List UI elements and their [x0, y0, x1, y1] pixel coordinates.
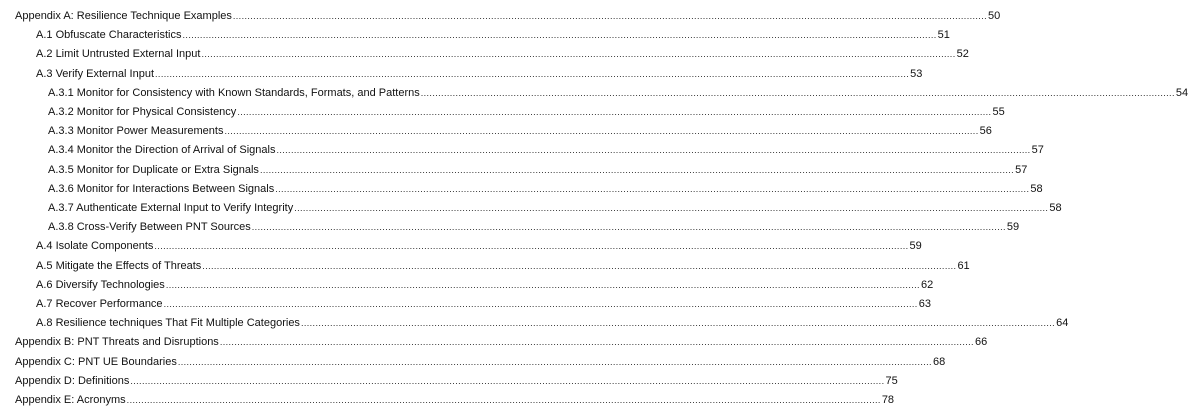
toc-dot-leader: ....................................................................................................................................................................................................................................................................: [219, 337, 974, 348]
toc-dot-leader: ....................................................................................................................................................................................................................................................................: [420, 87, 1175, 98]
toc-entry-title: A.3.2 Monitor for Physical Consistency: [48, 106, 237, 118]
toc-entry[interactable]: [48, 178, 1043, 196]
toc-entry-title: Appendix A: Resilience Technique Examples: [15, 10, 232, 22]
toc-page-number: 78: [881, 394, 895, 406]
toc-entry[interactable]: [15, 351, 946, 369]
toc-entry-title: A.7 Recover Performance: [36, 298, 163, 310]
toc-entry[interactable]: [48, 82, 1188, 100]
toc-entry-title: A.2 Limit Untrusted External Input: [36, 48, 201, 61]
toc-page-number: 75: [885, 374, 898, 387]
toc-entry[interactable]: [36, 63, 923, 81]
toc-dot-leader: ....................................................................................................................................................................................................................................................................: [276, 145, 1031, 156]
toc-dot-leader: ....................................................................................................................................................................................................................................................................: [155, 68, 910, 79]
toc-entry-title: Appendix C: PNT UE Boundaries: [15, 355, 177, 368]
toc-entry[interactable]: [15, 389, 895, 407]
toc-dot-leader: ....................................................................................................................................................................................................................................................................: [224, 126, 979, 137]
toc-entry[interactable]: [48, 216, 1020, 234]
toc-entry[interactable]: [48, 159, 1028, 177]
toc-entry[interactable]: [36, 293, 931, 311]
toc-dot-leader: ....................................................................................................................................................................................................................................................................: [177, 356, 932, 367]
toc-entry-title: Appendix B: PNT Threats and Disruptions: [15, 336, 219, 349]
toc-entry[interactable]: [15, 331, 988, 349]
toc-page-number: 63: [918, 298, 931, 310]
toc-page-number: 59: [909, 240, 922, 253]
toc-page-number: 68: [932, 355, 946, 368]
toc-page-number: 58: [1030, 182, 1043, 195]
toc-entry[interactable]: [36, 24, 950, 42]
toc-entry-title: A.3.7 Authenticate External Input to Verify Integrity: [48, 202, 294, 214]
toc-entry[interactable]: [36, 255, 970, 273]
toc-dot-leader: ....................................................................................................................................................................................................................................................................: [130, 375, 885, 386]
toc-page-number: 66: [974, 336, 988, 349]
toc-page-number: 57: [1031, 144, 1044, 157]
toc-dot-leader: ....................................................................................................................................................................................................................................................................: [154, 241, 909, 252]
toc-entry[interactable]: [15, 5, 1001, 23]
toc-entry[interactable]: [48, 139, 1044, 157]
toc-dot-leader: ....................................................................................................................................................................................................................................................................: [202, 260, 957, 271]
toc-dot-leader: ....................................................................................................................................................................................................................................................................: [165, 279, 920, 290]
toc-page-number: 62: [920, 278, 934, 291]
toc-dot-leader: ....................................................................................................................................................................................................................................................................: [251, 222, 1006, 233]
toc-entry-title: A.6 Diversify Technologies: [36, 278, 165, 291]
toc-entry[interactable]: [15, 370, 898, 388]
toc-page-number: 57: [1015, 163, 1028, 176]
toc-entry-title: Appendix E: Acronyms: [15, 394, 126, 406]
toc-entry-title: A.3.8 Cross-Verify Between PNT Sources: [48, 221, 251, 234]
toc-entry[interactable]: [36, 274, 934, 292]
toc-page-number: 56: [979, 125, 992, 138]
toc-entry-title: A.3.3 Monitor Power Measurements: [48, 125, 224, 138]
toc-dot-leader: ....................................................................................................................................................................................................................................................................: [237, 107, 992, 117]
toc-page-number: 64: [1056, 317, 1069, 330]
toc-page-number: 61: [957, 259, 970, 272]
toc-page-number: 53: [910, 67, 923, 80]
toc-dot-leader: ....................................................................................................................................................................................................................................................................: [126, 395, 881, 405]
toc-dot-leader: ....................................................................................................................................................................................................................................................................: [163, 299, 918, 309]
toc-entry-title: A.1 Obfuscate Characteristics: [36, 29, 182, 42]
toc-entry-title: A.3.5 Monitor for Duplicate or Extra Signals: [48, 163, 259, 176]
toc-page-number: 52: [956, 48, 969, 61]
toc-dot-leader: ....................................................................................................................................................................................................................................................................: [300, 318, 1056, 329]
toc-entry[interactable]: [48, 197, 1062, 215]
toc-dot-leader: ....................................................................................................................................................................................................................................................................: [294, 203, 1049, 213]
toc-entry-title: A.4 Isolate Components: [36, 240, 154, 253]
toc-entry-title: A.8 Resilience techniques That Fit Multiple Categories: [36, 317, 300, 330]
toc-dot-leader: ....................................................................................................................................................................................................................................................................: [259, 164, 1015, 175]
toc-dot-leader: ....................................................................................................................................................................................................................................................................: [232, 11, 988, 21]
toc-entry[interactable]: [36, 312, 1069, 330]
toc-dot-leader: ....................................................................................................................................................................................................................................................................: [182, 30, 937, 41]
toc-page-number: 51: [937, 29, 950, 42]
toc-page-number: 50: [988, 10, 1001, 22]
toc-page-number: 59: [1006, 221, 1020, 234]
toc-page-number: 54: [1175, 86, 1188, 99]
toc-entry[interactable]: [48, 120, 992, 138]
toc-entry[interactable]: [36, 43, 969, 61]
toc-entry-title: A.3 Verify External Input: [36, 67, 155, 80]
toc-entry-title: Appendix D: Definitions: [15, 374, 130, 387]
toc-entry-title: A.5 Mitigate the Effects of Threats: [36, 259, 202, 272]
toc-entry-title: A.3.6 Monitor for Interactions Between Signals: [48, 182, 275, 195]
toc-entry[interactable]: [48, 101, 1005, 119]
toc-dot-leader: ....................................................................................................................................................................................................................................................................: [201, 49, 956, 60]
toc-dot-leader: ....................................................................................................................................................................................................................................................................: [275, 183, 1030, 194]
toc-entry[interactable]: [36, 235, 922, 253]
toc-entry-title: A.3.4 Monitor the Direction of Arrival of Signals: [48, 144, 276, 157]
toc-page-number: 58: [1049, 202, 1062, 214]
toc-entry-title: A.3.1 Monitor for Consistency with Known Standards, Formats, and Patterns: [48, 86, 420, 99]
toc-page-number: 55: [992, 106, 1005, 118]
